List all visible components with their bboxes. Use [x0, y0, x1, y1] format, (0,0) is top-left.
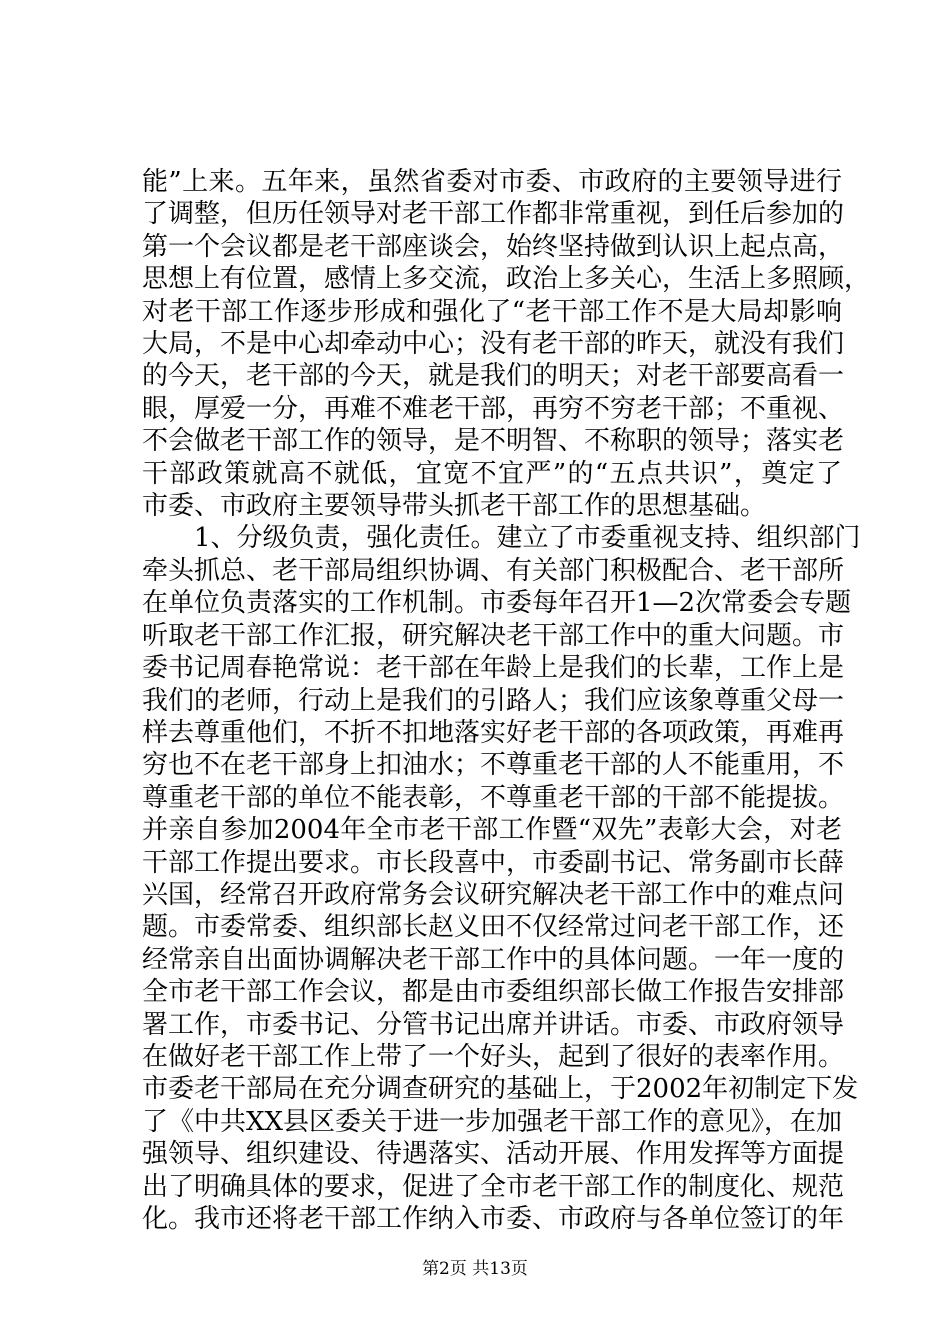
page-footer	[0, 1258, 950, 1280]
text-line: 全市老干部工作会议，都是由市委组织部长做工作报告安排部	[142, 977, 845, 1008]
text-line: 听取老干部工作汇报，研究解决老干部工作中的重大问题。市	[142, 620, 845, 651]
page-number-label: 第2页 共13页	[422, 1259, 528, 1279]
text-line: 尊重老干部的单位不能表彰，不尊重老干部的干部不能提拔。	[142, 782, 845, 813]
text-line: 了《中共XX县区委关于进一步加强老干部工作的意见》，在加	[142, 1106, 843, 1137]
text-line: 样去尊重他们，不折不扣地落实好老干部的各项政策，再难再	[142, 717, 845, 748]
text-line: 并亲自参加2004年全市老干部工作暨“双先”表彰大会，对老	[142, 815, 842, 846]
text-line: 市委、市政府主要领导带头抓老干部工作的思想基础。	[142, 491, 767, 522]
text-line: 出了明确具体的要求，促进了全市老干部工作的制度化、规范	[142, 1171, 845, 1202]
text-line: 题。市委常委、组织部长赵义田不仅经常过问老干部工作，还	[142, 912, 845, 943]
text-line: 强领导、组织建设、待遇落实、活动开展、作用发挥等方面提	[142, 1139, 845, 1170]
text-line: 第一个会议都是老干部座谈会，始终坚持做到认识上起点高，	[142, 231, 845, 262]
text-line: 了调整，但历任领导对老干部工作都非常重视，到任后参加的	[142, 199, 845, 230]
paragraph-1	[142, 166, 871, 522]
text-line: 化。我市还将老干部工作纳入市委、市政府与各单位签订的年	[142, 1204, 845, 1234]
text-line: 兴国，经常召开政府常务会议研究解决老干部工作中的难点问	[142, 879, 845, 910]
text-line: 能”上来。五年来，虽然省委对市委、市政府的主要领导进行	[142, 167, 842, 197]
text-line: 委书记周春艳常说：老干部在年龄上是我们的长辈，工作上是	[142, 653, 845, 684]
text-line: 1、分级负责，强化责任。建立了市委重视支持、组织部门	[142, 523, 861, 554]
document-body	[142, 166, 871, 1235]
text-line: 牵头抓总、老干部局组织协调、有关部门积极配合、老干部所	[142, 555, 845, 586]
text-line: 大局，不是中心却牵动中心；没有老干部的昨天，就没有我们	[142, 329, 845, 360]
text-line: 在单位负责落实的工作机制。市委每年召开1—2次常委会专题	[142, 588, 852, 619]
text-line: 我们的老师，行动上是我们的引路人；我们应该象尊重父母一	[142, 685, 845, 716]
text-line: 经常亲自出面协调解决老干部工作中的具体问题。一年一度的	[142, 944, 845, 975]
text-line: 不会做老干部工作的领导，是不明智、不称职的领导；落实老	[142, 426, 845, 457]
text-line: 穷也不在老干部身上扣油水；不尊重老干部的人不能重用，不	[142, 750, 845, 781]
text-line: 在做好老干部工作上带了一个好头，起到了很好的表率作用。	[142, 1041, 845, 1072]
paragraph-2	[142, 522, 861, 1235]
text-line: 眼，厚爱一分，再难不难老干部，再穷不穷老干部；不重视、	[142, 393, 845, 424]
text-line: 市委老干部局在充分调查研究的基础上，于2002年初制定下发	[142, 1074, 859, 1105]
text-line: 思想上有位置，感情上多交流，政治上多关心，生活上多照顾，	[142, 264, 871, 295]
text-line: 对老干部工作逐步形成和强化了“老干部工作不是大局却影响	[142, 296, 842, 327]
text-line: 署工作，市委书记、分管书记出席并讲话。市委、市政府领导	[142, 1009, 845, 1040]
text-line: 干部工作提出要求。市长段喜中，市委副书记、常务副市长薛	[142, 847, 845, 878]
text-line: 的今天，老干部的今天，就是我们的明天；对老干部要高看一	[142, 361, 845, 392]
text-line: 干部政策就高不就低，宜宽不宜严”的“五点共识”，奠定了	[142, 458, 842, 489]
